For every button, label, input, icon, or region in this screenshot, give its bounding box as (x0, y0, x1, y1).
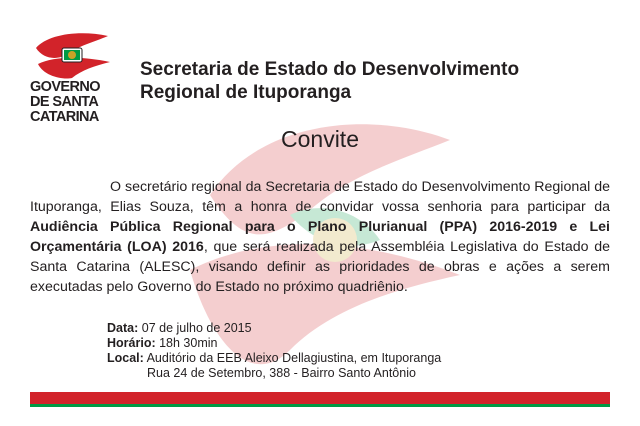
body-text-part-1: O secretário regional da Secretaria de Estado do Desenvolvimento Regional de Ituporanga, Elias Souza, têm a honra de convidar vossa senhoria para participar da (30, 179, 611, 215)
time-value: 18h 30min (155, 336, 218, 350)
time-row (107, 336, 441, 351)
date-label: Data: (107, 321, 139, 335)
invitation-heading: Convite (281, 126, 359, 152)
date-row (107, 321, 441, 336)
date-value: 07 de julho de 2015 (138, 321, 252, 335)
title-line-2: Regional de Ituporanga (140, 82, 352, 103)
body-text-part-2: , que será realizada pela Assembléia Legislativa do Estado de Santa Catarina (ALESC), visando definir as prioridades de obras e ações a serem executadas pelo Governo do Estado no próximo quadriênio. (30, 239, 610, 295)
event-details (107, 321, 441, 381)
footer-red-bar (30, 392, 610, 404)
invitation-body (30, 177, 610, 297)
santa-catarina-flag-emblem-icon (32, 30, 112, 80)
logo-line-1: GOVERNO (30, 79, 100, 95)
time-label: Horário: (107, 336, 156, 350)
logo-line-3: CATARINA (30, 109, 99, 125)
place-address: Rua 24 de Setembro, 388 - Bairro Santo Antônio (147, 366, 416, 380)
body-text-bold: Audiência Pública Regional para o Plano Plurianual (PPA) 2016-2019 e Lei Orçamentária (LOA) 2016 (30, 219, 610, 255)
governo-santa-catarina-logo (26, 30, 126, 130)
title-line-1: Secretaria de Estado do Desenvolvimento (140, 59, 520, 80)
place-label: Local: (107, 351, 144, 365)
page-title (140, 58, 620, 104)
place-address-row (107, 366, 441, 381)
logo-wordmark (30, 80, 122, 125)
place-value: Auditório da EEB Aleixo Dellagiustina, em Ituporanga (143, 351, 442, 365)
logo-line-2: DE SANTA (30, 94, 99, 110)
footer-green-bar (30, 404, 610, 407)
place-row (107, 351, 441, 366)
